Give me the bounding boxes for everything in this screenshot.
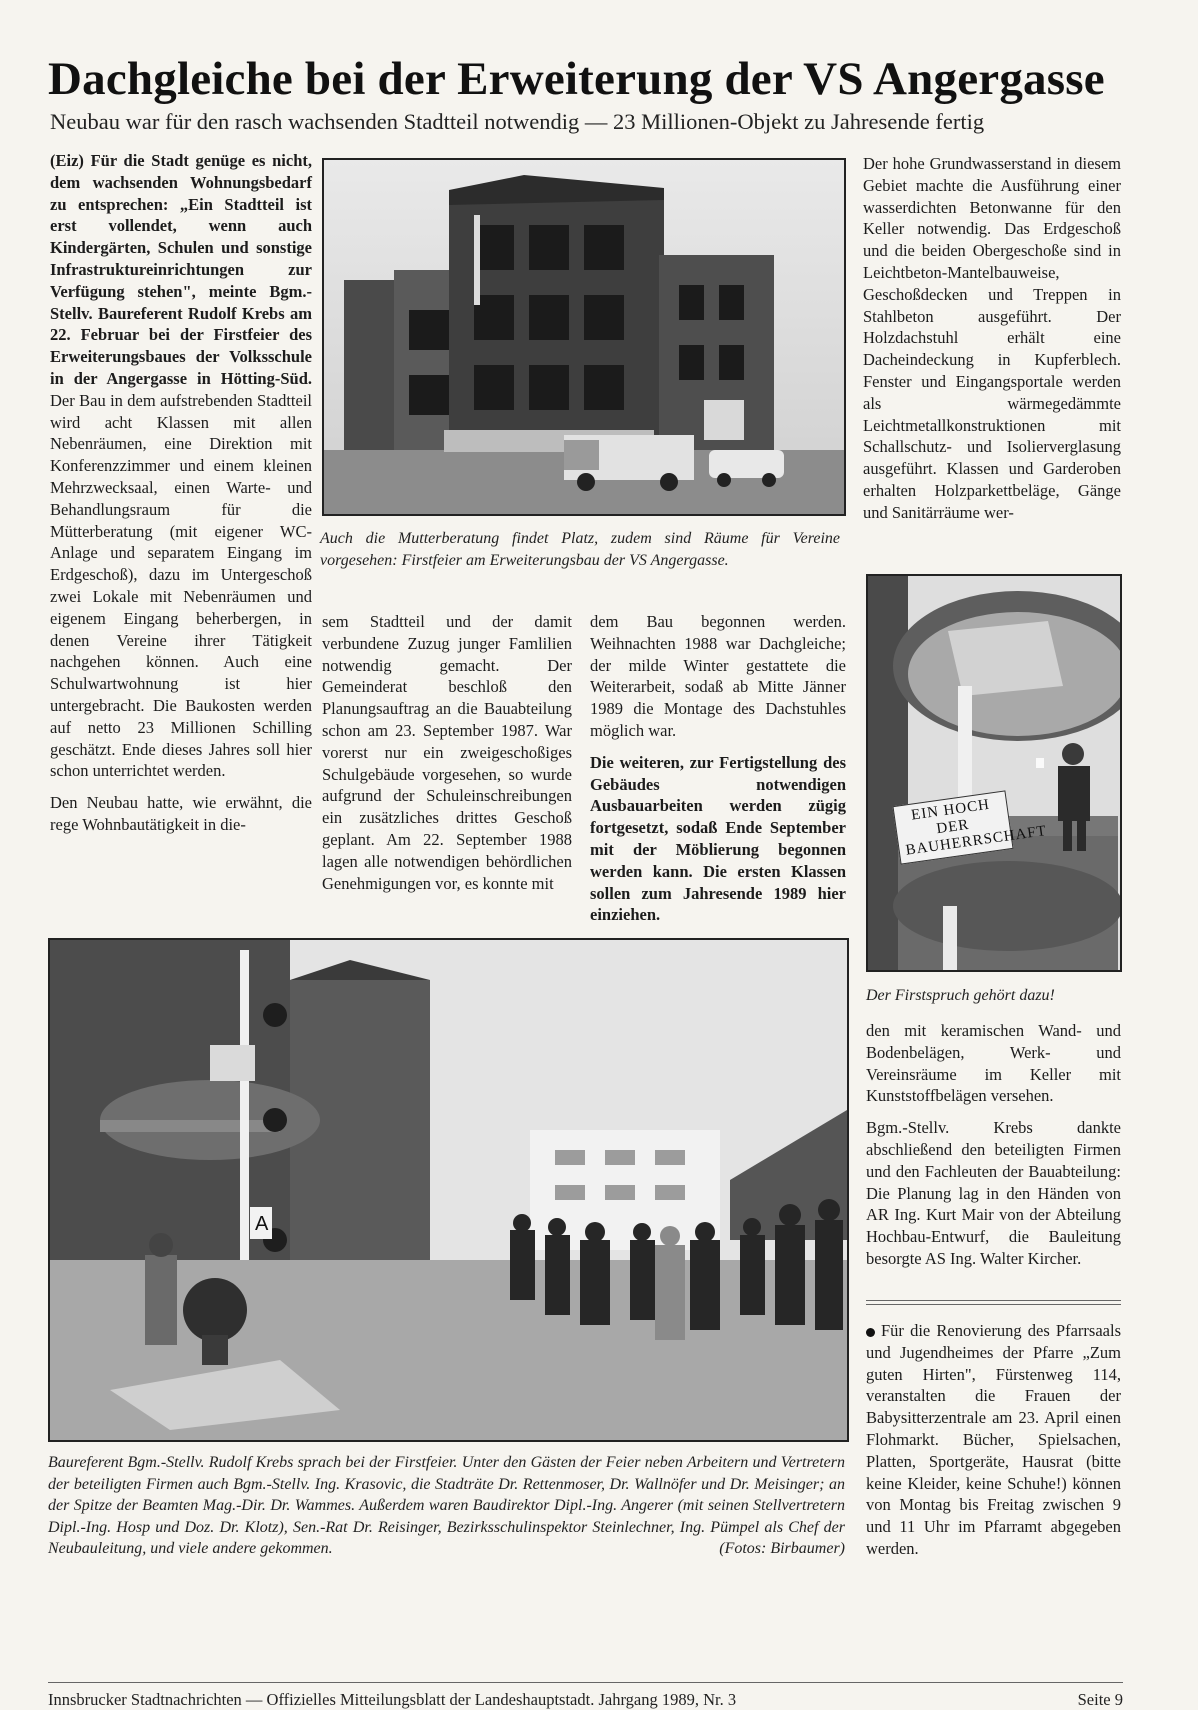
- col3-text: dem Bau begonnen werden. Weihnachten 1988 war Dachgleiche; der milde Winter gestattete die Weiterarbeit, sodaß ab Mitte Jänner 1989 die Montage des Dachstuhles möglich war.: [590, 612, 846, 740]
- footer-publication: Innsbrucker Stadtnachrichten — Offizielles Mitteilungsblatt der Landeshauptstadt. Jahrgang 1989, Nr. 3: [48, 1690, 737, 1709]
- bullet-icon: [866, 1328, 875, 1337]
- sign-letter: A: [255, 1213, 269, 1235]
- col4-top-text: Der hohe Grundwasserstand in diesem Gebiet machte die Ausführung einer wasserdichten Betonwanne für den Keller notwendig. Das Erdgeschoß und die beiden Obergeschoße sind in Leichtbeton-Mantelbauweise, Geschoßdecken und Treppen in Stahlbeton ausgeführt. Der Holzdachstuhl erhält eine Dacheindeckung in Kupferblech. Fenster und Eingangsportale werden als wärmegedämmte Leichtmetallkonstruktionen mit Schallschutz- und Isolierverglasung ausgeführt. Klassen und Garderoben erhalten Holzparkettbeläge, Gänge und Sanitärräume wer-: [863, 154, 1121, 522]
- article-column-4-top: [863, 153, 1121, 534]
- col2-text: sem Stadtteil und der damit verbundene Zuzug junger Famlilien notwendig gemacht. Der Gemeinderat beschloß den Planungsauftrag an die Bauabteilung schon am 23. September 1987. War vorerst nur ein zweigeschoßiges Schulgebäude vorgesehen, so wurde aufgrund der Schuleinschreibungen ein zusätzliches drittes Geschoß geplant. Am 22. September 1988 lagen alle notwendigen behördlichen Genehmigungen vor, es konnte mit: [322, 612, 572, 893]
- intro-bold: (Eiz) Für die Stadt genüge es nicht, dem wachsenden Wohnungsbedarf zu entsprechen: „Ein Stadtteil ist erst vollendet, wenn auch Kindergärten, Schulen und sonstige Infrastruktureinrichtungen zur Verfügung stehen", meinte Bgm.-Stellv. Baureferent Rudolf Krebs am 22. Februar bei der Firstfeier des Erweiterungsbaues der Volksschule in der Angergasse in Hötting-Süd.: [50, 151, 312, 388]
- article-column-1: [50, 150, 312, 846]
- footer: [48, 1690, 1123, 1710]
- col1-paragraph-2: Den Neubau hatte, wie erwähnt, die rege Wohnbautätigkeit in die-: [50, 793, 312, 834]
- article-column-2: [322, 611, 572, 904]
- article-column-4-bottom: [866, 1020, 1121, 1280]
- right-photo-caption: Der Firstspruch gehört dazu!: [866, 987, 1055, 1004]
- article-column-3: [590, 611, 846, 936]
- col4-bottom-text-2: Bgm.-Stellv. Krebs dankte abschließend den beteiligten Firmen und den Fachleuten der Bauabteilung: Die Planung lag in den Händen von AR Ing. Kurt Mair von der Abteilung Hochbau-Entwurf, die Bauleitung besorgte AS Ing. Walter Kircher.: [866, 1118, 1121, 1268]
- banner-sign: EIN HOCH DER BAUHERRSCHAFT: [892, 790, 1013, 864]
- col4-bottom-text-1: den mit keramischen Wand- und Bodenbelägen, Werk- und Vereinsräume im Keller mit Kunststoffbelägen versehen.: [866, 1021, 1121, 1106]
- top-photo-caption: Auch die Mutterberatung findet Platz, zudem sind Räume für Vereine vorgesehen: Firstfeier am Erweiterungsbau der VS Angergasse.: [320, 530, 840, 569]
- bottom-caption-text: Baureferent Bgm.-Stellv. Rudolf Krebs sprach bei der Firstfeier. Unter den Gästen der Feier neben Arbeitern und Vertretern der beteiligten Firmen auch Bgm.-Stellv. Ing. Krasovic, die Stadträte Dr. Rettenmoser, Dr. Wallnöfer und Dr. Meisinger; an der Spitze der Beamten Mag.-Dir. Dr. Wammes. Außerdem waren Baudirektor Dipl.-Ing. Angerer (mit seinen Stellvertretern Dipl.-Ing. Hosp und Doz. Dr. Klotz), Sen.-Rat Dr. Reisinger, Bezirksschulinspektor Steinlechner, Ing. Pümpel als Chef der Neubauleitung, und viele andere gekommen.: [48, 1454, 845, 1557]
- notice-flohmarkt: [866, 1320, 1121, 1570]
- page-number: Seite 9: [1077, 1690, 1123, 1709]
- footer-rule: [48, 1682, 1123, 1683]
- bottom-photo-caption: [48, 1452, 845, 1560]
- speaker-illustration: [868, 576, 1120, 970]
- building-illustration: [324, 160, 844, 514]
- intro-rest: Der Bau in dem aufstrebenden Stadtteil wird acht Klassen mit allen Nebenräumen, eine Direktion mit Konferenzzimmer und einem kleinen Mehrzwecksaal, einen Warte- und Behandlungsraum für die Mütterberatung (mit eigener WC-Anlage und separatem Eingang im Erdgeschoß), dazu im Untergeschoß zwei Lokale mit Nebenräumen und eigenem Eingang beherbergen, in denen Vereine ihrer Tätigkeit nachgehen können. Auch eine Schulwartwohnung ist hier untergebracht. Die Baukosten werden auf netto 23 Millionen Schilling geschätzt. Ende dieses Jahres soll hier schon unterrichtet werden.: [50, 390, 312, 781]
- ceremony-illustration: [50, 940, 847, 1440]
- notice-separator: [866, 1300, 1121, 1301]
- col3-bold-text: Die weiteren, zur Fertigstellung des Gebäudes notwendigen Ausbauarbeiten werden zügig fortgesetzt, sodaß Ende September mit der Möblierung begonnen werden kann. Die ersten Klassen sollen zum Jahresende 1989 hier einziehen.: [590, 752, 846, 925]
- headline: Dachgleiche bei der Erweiterung der VS Angergasse: [48, 53, 1105, 105]
- photo-ceremony: [48, 938, 849, 1442]
- notice-text: Für die Renovierung des Pfarrsaals und Jugendheimes der Pfarre „Zum guten Hirten", Fürstenweg 114, veranstalten die Frauen der Babysitterzentrale am 23. April einen Flohmarkt. Bücher, Spielsachen, Platten, Sportgeräte, Hausrat (bitte keine Kleider, keine Schuhe!) können von Montag bis Freitag zwischen 9 und 11 Uhr im Pfarramt abgegeben werden.: [866, 1321, 1121, 1558]
- photo-firstspruch: [866, 574, 1122, 972]
- photo-credit: (Fotos: Birbaumer): [719, 1540, 845, 1557]
- photo-building-construction: [322, 158, 846, 516]
- subheadline: Neubau war für den rasch wachsenden Stadtteil notwendig — 23 Millionen-Objekt zu Jahresende fertig: [50, 109, 985, 134]
- notice-separator-2: [866, 1304, 1121, 1305]
